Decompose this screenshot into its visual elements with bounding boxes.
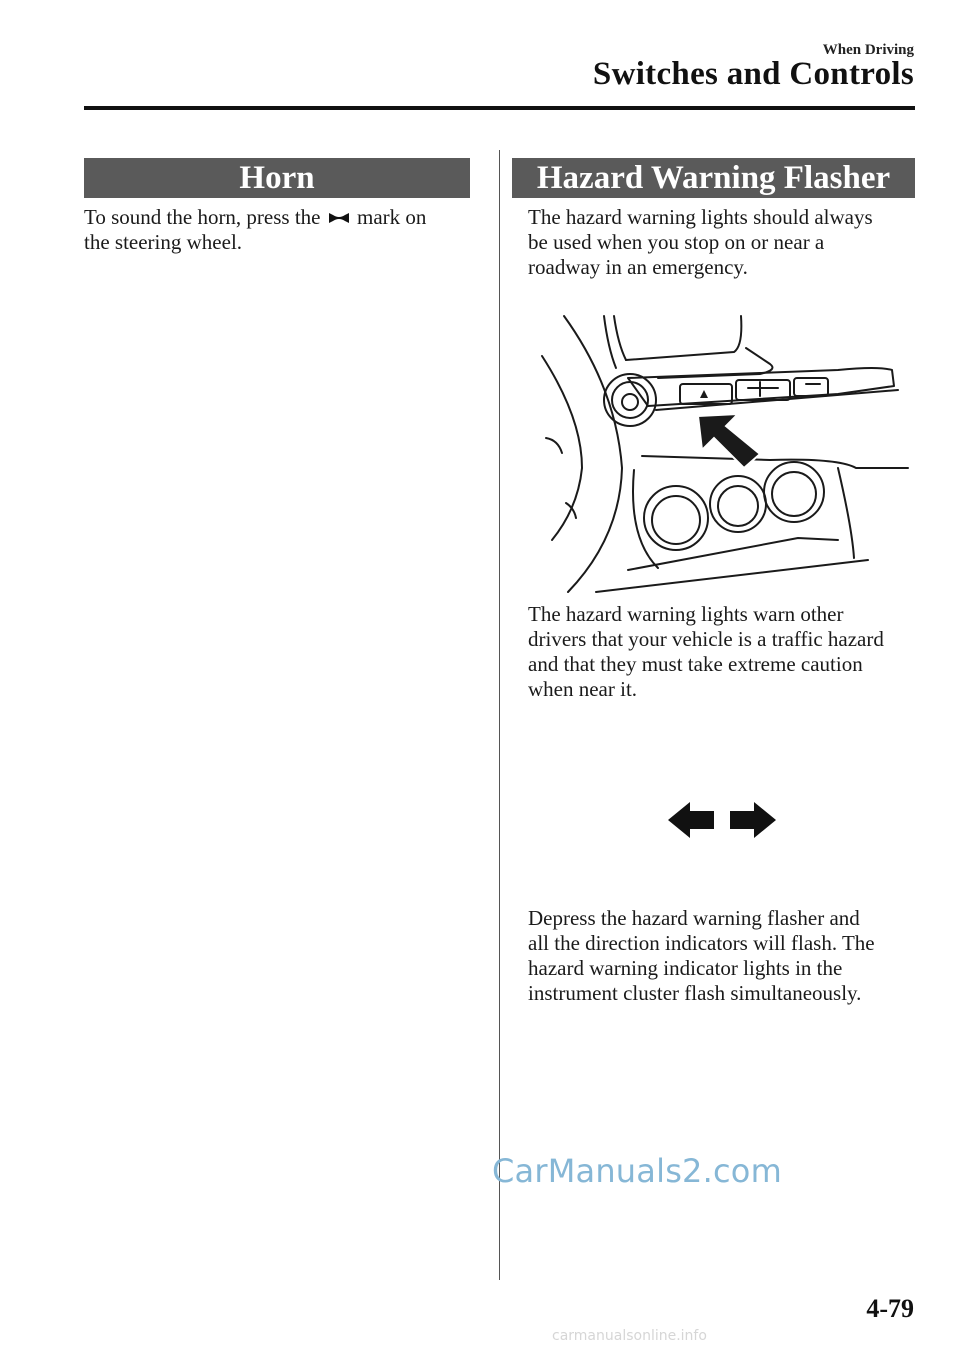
- horn-line-1: [84, 205, 484, 230]
- hazard-p3-line: instrument cluster flash simultaneously.: [528, 981, 862, 1005]
- hazard-paragraph-2: [528, 602, 918, 702]
- page-number: 4-79: [866, 1294, 914, 1323]
- dashboard-hazard-switch-illustration: [538, 308, 910, 598]
- hazard-heading: Hazard Warning Flasher: [512, 158, 915, 198]
- hazard-paragraph-1: [528, 205, 918, 280]
- direction-indicator-arrows-icon: [666, 800, 778, 840]
- hazard-p2-line: and that they must take extreme caution: [528, 652, 863, 676]
- hazard-p3-line: all the direction indicators will flash. The: [528, 931, 875, 955]
- horn-icon: [328, 211, 350, 225]
- column-divider: [499, 150, 500, 1280]
- hazard-paragraph-3: [528, 906, 918, 1006]
- hazard-p1-line: roadway in an emergency.: [528, 255, 748, 279]
- header-rule: [84, 106, 915, 110]
- hazard-p1-line: The hazard warning lights should always: [528, 205, 873, 229]
- watermark: CarManuals2.com: [492, 1152, 782, 1190]
- horn-heading: Horn: [84, 158, 470, 198]
- hazard-p3-line: hazard warning indicator lights in the: [528, 956, 843, 980]
- hazard-p2-line: The hazard warning lights warn other: [528, 602, 844, 626]
- hazard-p1-line: be used when you stop on or near a: [528, 230, 825, 254]
- chapter-header: When Driving: [822, 42, 914, 58]
- horn-text: [84, 205, 484, 255]
- horn-text-before: To sound the horn, press the: [84, 205, 321, 229]
- hazard-p2-line: drivers that your vehicle is a traffic hazard: [528, 627, 884, 651]
- hazard-p2-line: when near it.: [528, 677, 638, 701]
- hazard-p3-line: Depress the hazard warning flasher and: [528, 906, 860, 930]
- section-header: Switches and Controls: [592, 56, 914, 92]
- horn-text-after: mark on: [357, 205, 427, 229]
- footer-watermark: carmanualsonline.info: [552, 1328, 707, 1344]
- horn-line-2: the steering wheel.: [84, 230, 243, 254]
